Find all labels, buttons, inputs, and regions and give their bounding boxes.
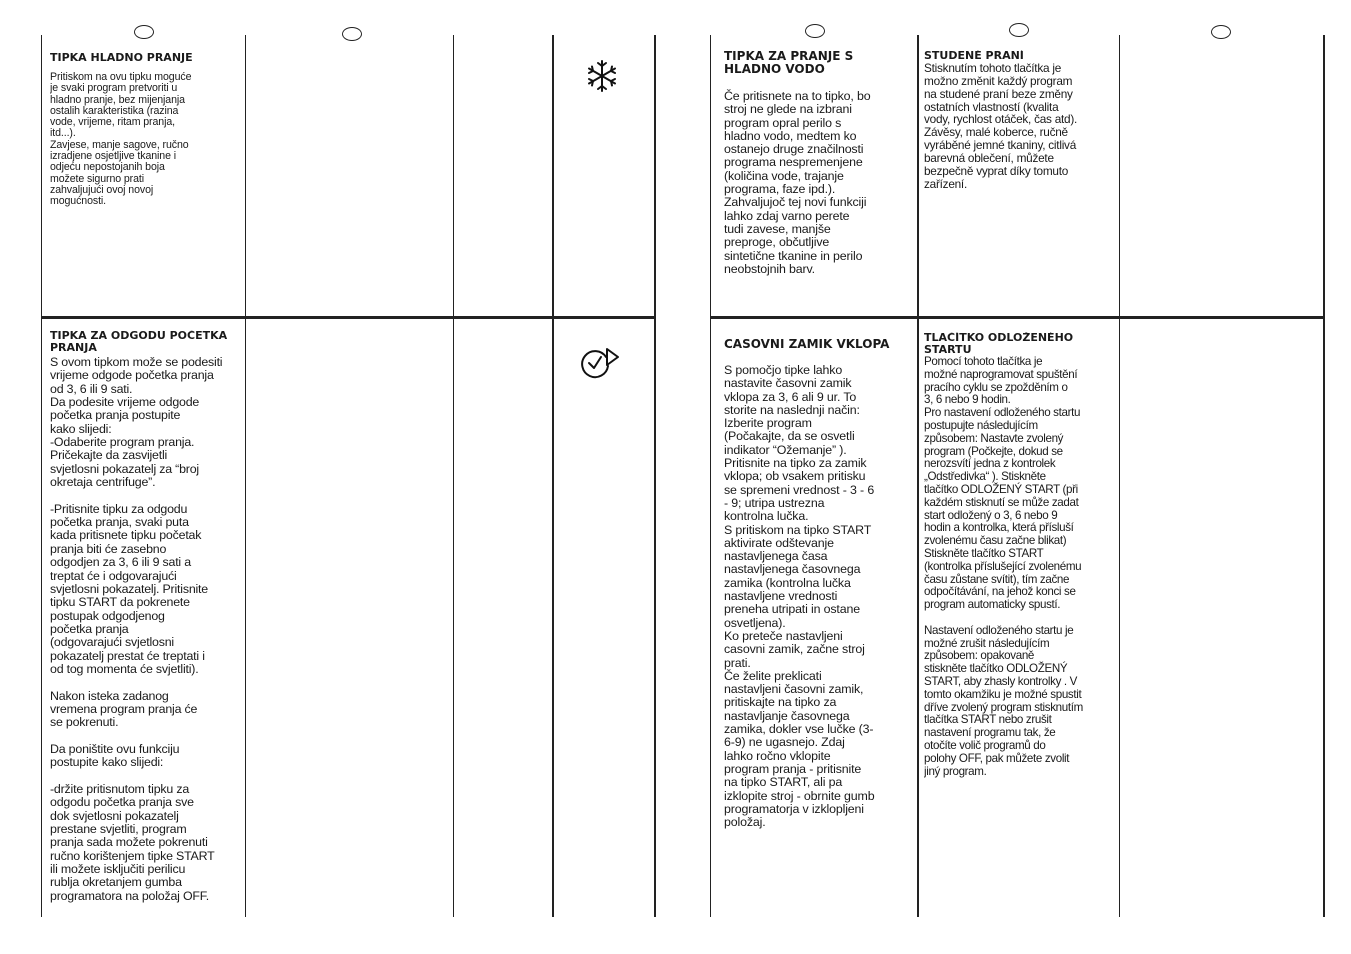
hr-cold-wash-section — [50, 52, 242, 208]
language-oval-3 — [805, 24, 825, 38]
language-oval-4 — [1009, 23, 1029, 37]
sl-delay-section — [724, 338, 914, 829]
hr-delay-text: S ovom tipkom može se podesiti vrijeme odgode početka pranja od 3, 6 ili 9 sati. Da podesite vrijeme odgode početka pranja postupite kako slijedi: -Odaberite program pranja. Pričekajte da zasvijetli svjetlosni pokazatelj za “broj okretaja centrifuge”. -Pritisnite tipku za odgodu početka pranja, svaki puta kada pritisnete tipku početak pranja biti će zasebno odgodjen za 3, 6 ili 9 sati a treptat će i odgovarajući svjetlosni pokazatelj. Pritisnite tipku START da pokrenete postupak odgodjenog početka pranja (odgovarajući svjetlosni pokazatelj prestat će treptati i od tog momenta će svjetliti). Nakon isteka zadanog vremena program pranja će se pokrenuti. Da poništite ovu funkciju postupite kako slijedi: -držite pritisnutom tipku za odgodu početka pranja sve dok svjetlosni pokazatelj prestane svjetliti, program pranja sada možete pokrenuti ručno korištenjem tipke START ili možete isključiti perilicu rublja okretanjem gumba programatora na položaj OFF. — [50, 355, 223, 903]
sl-cold-wash-text: Če pritisnete na to tipko, bo stroj ne glede na izbrani program opral perilo s hladno vodo, medtem ko ostanejo druge značilnosti programa nespremenjene (količina vode, trajanje programa, faze ipd.). Zahvaljujoč tej novi funkciji lahko zdaj varno perete tudi zavese, manjše preproge, občutljive sintetične tkanine in perilo neobstojnih barv. — [724, 89, 871, 276]
column-divider — [552, 35, 554, 917]
column-divider — [453, 35, 454, 917]
row-divider — [41, 316, 656, 319]
column-divider — [245, 35, 246, 917]
snowflake-icon — [584, 58, 620, 94]
column-divider — [1323, 35, 1325, 917]
sl-delay-title: ČASOVNI ZAMIK VKLOPA — [724, 338, 890, 351]
cz-cold-wash-section — [924, 50, 1118, 190]
sl-cold-wash-section — [724, 50, 914, 276]
hr-delay-section — [50, 330, 244, 903]
cz-delay-section — [924, 332, 1118, 778]
column-divider — [1119, 35, 1120, 917]
column-divider — [654, 35, 656, 917]
column-divider — [710, 35, 711, 917]
cz-cold-wash-title: STUDENÉ PRANÍ — [924, 50, 1024, 62]
cz-cold-wash-text: Stisknutím tohoto tlačítka je možno změnit každý program na studené praní beze změny ostatních vlastností (kvalita vody, rychlost otáček, čas atd). Závěsy, malé koberce, ručně vyráběné jemné tkaniny, citlivá barevná oblečení, můžete bezpečně vyprat díky tomuto zařízení. — [924, 61, 1078, 191]
column-divider — [41, 35, 42, 917]
language-oval-5 — [1211, 25, 1231, 39]
cz-delay-title: TLAČÍTKO ODLOŽENÉHO STARTU — [924, 332, 1074, 356]
hr-cold-wash-text: Pritiskom na ovu tipku moguće je svaki program pretvoriti u hladno pranje, bez mijenjanja ostalih karakteristika (razina vode, vrijeme, ritam pranja, itd...). Zavjese, manje sagove, ručno izradjene osjetljive tkanine i odjeću nepostojanih boja možete sigurno prati zahvaljujući ovoj novoj mogućnosti. — [50, 71, 192, 208]
language-oval-1 — [134, 25, 154, 39]
column-divider — [917, 35, 919, 917]
hr-cold-wash-title: TIPKA HLADNO PRANJE — [50, 52, 193, 64]
sl-delay-text: S pomočjo tipke lahko nastavite časovni zamik vklopa za 3, 6 ali 9 ur. To storite na naslednji način: Izberite program (Počakajte, da se osvetli indikator “Ožemanje” ). Pritisnite na tipko za zamik vklopa; ob vsakem pritisku se spremeni vrednost - 3 - 6 - 9; utripa ustrezna kontrolna lučka. S pritiskom na tipko START aktivirate odštevanje nastavljenega časa nastavljenega časovnega zamika (kontrolna lučka nastavljene vrednosti preneha utripati in ostane osvetljena). Ko preteče nastavljeni casovni zamik, začne stroj prati. Če želite preklicati nastavljeni časovni zamik, pritiskajte na tipko za nastavljanje časovnega zamika, dokler vse lučke (3- 6-9) ne ugasnejo. Zdaj lahko ročno vklopite program pranja - pritisnite na tipko START, ali pa izklopite stroj - obrnite gumb programatorja v izklopljeni položaj. — [724, 363, 875, 830]
delay-clock-icon — [580, 345, 620, 381]
hr-delay-title: TIPKA ZA ODGODU POČETKA PRANJA — [50, 330, 228, 354]
cz-delay-text: Pomocí tohoto tlačítka je možné naprogramovat spuštění pracího cyklu se zpožděním o 3, 6 nebo 9 hodin. Pro nastavení odloženého startu postupujte následujícím způsobem: Nastavte zvolený program (Počkejte, dokud se nerozsvítí jedna z kontrolek „Odstředivka“ ). Stiskněte tlačítko ODLOŽENÝ START (při každém stisknutí se může zadat start odložený o 3, 6 nebo 9 hodin a kontrolka, která přísluší zvolenému času začne blikat) Stiskněte tlačítko START (kontrolka příslušející zvolenému času zůstane svítit), tím začne odpočítávání, na jehož konci se program automaticky spustí. Nastavení odloženého startu je možné zrušit následujícím způsobem: opakovaně stiskněte tlačítko ODLOŽENÝ START, aby zhasly kontrolky . V tomto okamžiku je možné spustit dříve zvolený program stisknutím tlačítka START nebo zrušit nastavení programu tak, že otočíte volič programů do polohy OFF, pak můžete zvolit jiný program. — [924, 355, 1083, 778]
row-divider — [710, 316, 1325, 319]
language-oval-2 — [342, 27, 362, 41]
sl-cold-wash-title: TIPKA ZA PRANJE S HLADNO VODO — [724, 50, 854, 76]
